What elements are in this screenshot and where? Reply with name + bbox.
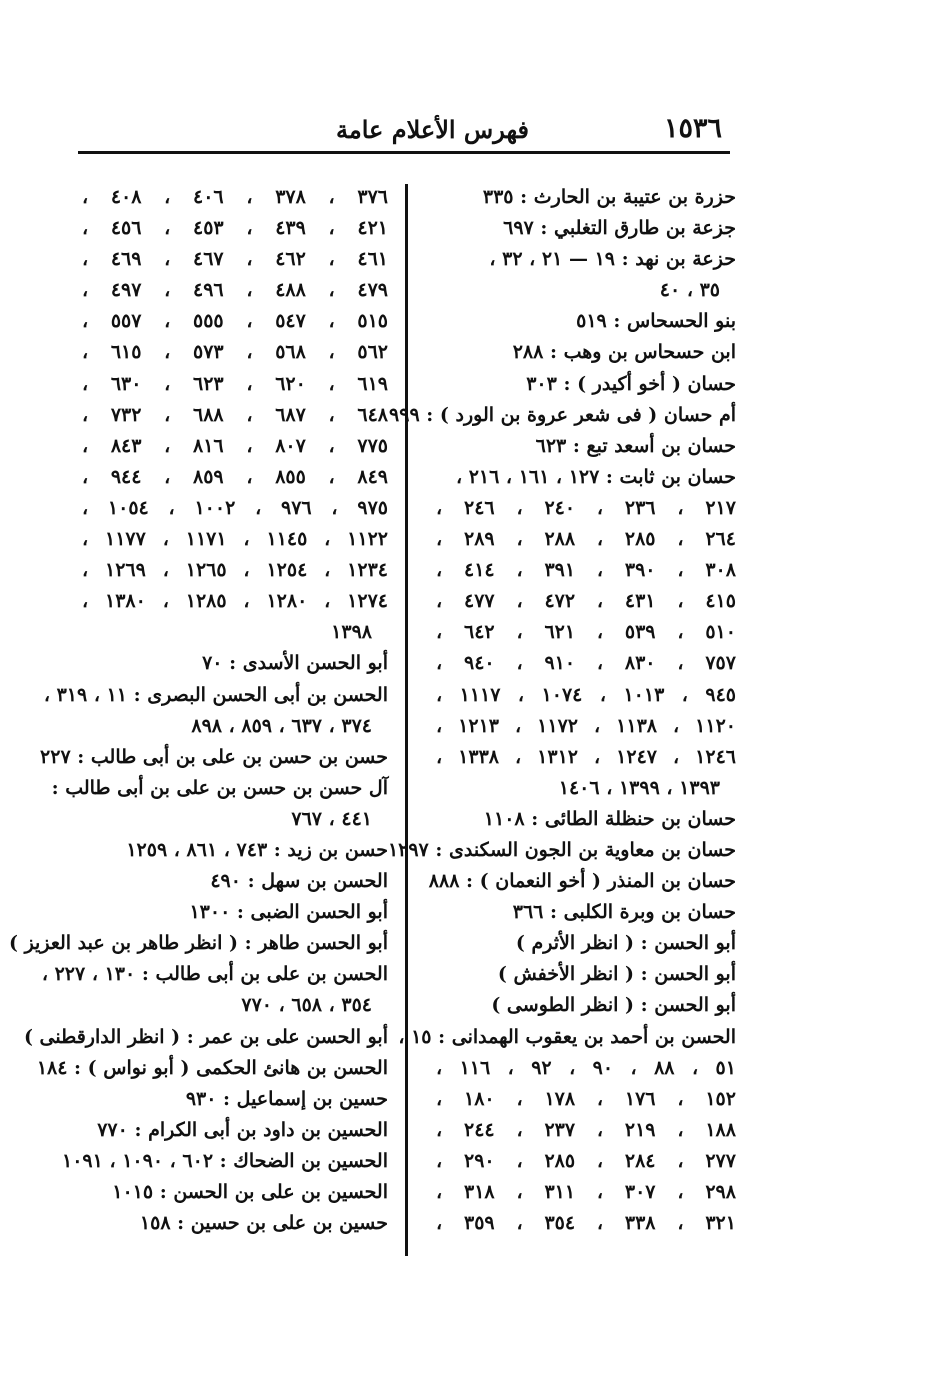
- index-continuation: ٩٤٥ ، ١٠١٣ ، ١٠٧٤ ، ١١١٧ ،: [436, 683, 736, 706]
- index-entry: حسين بن إسماعيل : ٩٣٠: [185, 1087, 388, 1110]
- index-entry: الحسين بن داود بن أبى الكرام : ٧٧٠: [97, 1118, 388, 1141]
- page-number: ١٥٣٦: [664, 113, 723, 144]
- index-entry: حسن بن حسن بن على بن أبى طالب : ٢٢٧: [40, 745, 388, 768]
- index-entry: الحسن بن على بن أبى طالب : ١٣٠ ، ٢٢٧ ،: [41, 963, 388, 986]
- index-continuation: ٦٤٨ ، ٦٨٧ ، ٦٨٨ ، ٧٣٢ ،: [82, 403, 388, 426]
- right-column: [387, 182, 736, 1239]
- index-entry: أبو الحسن طاهر : ( انظر طاهر بن عبد العزيز ): [8, 932, 388, 955]
- index-continuation: ٢٩٨ ، ٣٠٧ ، ٣١١ ، ٣١٨ ،: [436, 1181, 736, 1203]
- index-continuation: ١٨٨ ، ٢١٩ ، ٢٣٧ ، ٢٤٤ ،: [436, 1118, 736, 1141]
- index-entry: أبو الحسن الضبى : ١٣٠٠: [189, 901, 388, 924]
- index-entry: آل حسن بن حسن بن على بن أبى طالب :: [51, 776, 388, 799]
- index-entry: بنو الحسحاس : ٥١٩: [576, 310, 736, 333]
- index-continuation: ٤٦١ ، ٤٦٢ ، ٤٦٧ ، ٤٦٩ ،: [82, 248, 388, 271]
- index-continuation: ١٥٢ ، ١٧٦ ، ١٧٨ ، ١٨٠ ،: [436, 1087, 736, 1110]
- index-continuation: ٣٧٤ ، ٦٣٧ ، ٨٥٩ ، ٨٩٨: [191, 714, 372, 737]
- index-entry: حسان بن معاوية بن الجون السكندى : ١٢٩٧: [387, 838, 736, 861]
- index-entry: حسين بن على بن حسين : ١٥٨: [139, 1212, 388, 1235]
- index-entry: الحسن بن هانئ الحكمى ( أبو نواس ) : ١٨٤: [36, 1056, 388, 1079]
- index-entry: جزعة بن طارق التغلبي : ٦٩٧: [503, 217, 736, 240]
- index-continuation: ١٢٣٤ ، ١٢٥٤ ، ١٢٦٥ ، ١٢٦٩ ،: [82, 559, 388, 582]
- index-entry: أبو الحسن : ( انظر الأثرم ): [515, 932, 736, 955]
- index-continuation: ١١٢٠ ، ١١٣٨ ، ١١٧٢ ، ١٢١٣ ،: [436, 714, 736, 737]
- index-entry: أبو الحسن الأسدى : ٧٠: [202, 652, 388, 675]
- index-continuation: ٢١٧ ، ٢٣٦ ، ٢٤٠ ، ٢٤٦ ،: [436, 496, 736, 519]
- index-entry: حزرة بن عتيبة بن الحارث : ٣٣٥: [482, 186, 736, 208]
- index-entry: حسان بن حنظلة الطائى : ١١٠٨: [483, 807, 736, 830]
- index-continuation: ٤٤١ ، ٧٦٧: [291, 807, 372, 830]
- index-entry: الحسين بن على بن الحسن : ١٠١٥: [112, 1181, 388, 1203]
- index-continuation: ٢٧٧ ، ٢٨٤ ، ٢٨٥ ، ٢٩٠ ،: [436, 1149, 736, 1172]
- index-continuation: ٣٠٨ ، ٣٩٠ ، ٣٩١ ، ٤١٤ ،: [436, 559, 736, 582]
- index-entry: أبو الحسن على بن عمر : ( انظر الدارقطنى ): [23, 1025, 388, 1048]
- index-entry: أبو الحسن : ( انظر الأخفش ): [497, 963, 736, 986]
- index-continuation: ٦١٩ ، ٦٢٠ ، ٦٢٣ ، ٦٣٠ ،: [82, 372, 388, 395]
- index-entry: أبو الحسن : ( انظر الطوسى ): [491, 994, 736, 1017]
- index-continuation: ١٢٧٤ ، ١٢٨٠ ، ١٢٨٥ ، ١٣٨٠ ،: [82, 590, 388, 613]
- index-entry: حسان ( أخو أكيدر ) : ٣٠٣: [526, 372, 736, 395]
- index-entry: حسان بن أسعد تبع : ٦٢٣: [535, 434, 736, 457]
- index-entry: حسان بن وبرة الكلبى : ٣٦٦: [512, 901, 736, 924]
- index-continuation: ٣٥ ، ٤٠: [659, 279, 720, 302]
- index-continuation: ٤٧٩ ، ٤٨٨ ، ٤٩٦ ، ٤٩٧ ،: [82, 279, 388, 302]
- index-continuation: ١٣٩٣ ، ١٣٩٩ ، ١٤٠٦: [558, 776, 720, 799]
- left-column: [8, 182, 388, 1239]
- index-continuation: ٤١٥ ، ٤٣١ ، ٤٧٢ ، ٤٧٧ ،: [436, 590, 736, 613]
- index-continuation: ٧٥٧ ، ٨٣٠ ، ٩١٠ ، ٩٤٠ ،: [436, 652, 736, 675]
- index-continuation: ١١٢٢ ، ١١٤٥ ، ١١٧١ ، ١١٧٧ ،: [82, 528, 388, 551]
- index-continuation: ١٣٩٨: [331, 621, 372, 644]
- running-title: فهرس الأعلام عامة: [336, 115, 529, 144]
- index-continuation: ٣٢١ ، ٣٣٨ ، ٣٥٤ ، ٣٥٩ ،: [436, 1212, 736, 1235]
- index-continuation: ٣٥٤ ، ٦٥٨ ، ٧٧٠: [241, 994, 372, 1017]
- index-entry: الحسن بن أبى الحسن البصرى : ١١ ، ٣١٩ ،: [43, 683, 388, 706]
- index-continuation: ٥١٥ ، ٥٤٧ ، ٥٥٥ ، ٥٥٧ ،: [82, 310, 388, 333]
- index-entry: الحسن بن سهل : ٤٩٠: [210, 870, 388, 893]
- index-continuation: ٩٧٥ ، ٩٧٦ ، ١٠٠٢ ، ١٠٥٤ ،: [82, 496, 388, 519]
- index-continuation: ٨٤٩ ، ٨٥٥ ، ٨٥٩ ، ٩٤٤ ،: [82, 465, 388, 488]
- index-continuation: ١٢٤٦ ، ١٢٤٧ ، ١٣١٢ ، ١٣٣٨ ،: [436, 745, 736, 768]
- index-continuation: ٥١٠ ، ٥٣٩ ، ٦٢١ ، ٦٤٢ ،: [436, 621, 736, 644]
- index-entry: حسان بن المنذر ( أخو النعمان ) : ٨٨٨: [428, 870, 736, 893]
- index-entry: أم حسان ( فى شعر عروة بن الورد ) : ٩٩٩: [389, 403, 736, 426]
- index-entry: الحسن بن أحمد بن يعقوب الهمدانى : ١٥ ،: [398, 1025, 736, 1048]
- index-continuation: ٧٧٥ ، ٨٠٧ ، ٨١٦ ، ٨٤٣ ،: [82, 434, 388, 457]
- index-entry: حزعة بن نهد : ١٩ — ٢١ ، ٣٢ ،: [489, 248, 736, 271]
- index-entry: الحسين بن الضحاك : ٦٠٢ ، ١٠٩٠ ، ١٠٩١: [62, 1149, 388, 1172]
- index-continuation: ٣٧٦ ، ٣٧٨ ، ٤٠٦ ، ٤٠٨ ،: [82, 186, 388, 208]
- index-continuation: ٥١ ، ٨٨ ، ٩٠ ، ٩٢ ، ١١٦ ،: [436, 1056, 736, 1079]
- column-divider: [405, 184, 408, 1256]
- header-rule: [78, 151, 730, 154]
- index-entry: حسان بن ثابت : ١٢٧ ، ١٦١ ، ٢١٦ ،: [455, 465, 736, 488]
- index-continuation: ٤٢١ ، ٤٣٩ ، ٤٥٣ ، ٤٥٦ ،: [82, 217, 388, 240]
- index-entry: حسن بن زيد : ٧٤٣ ، ٨٦١ ، ١٢٥٩: [126, 838, 388, 861]
- index-continuation: ٥٦٢ ، ٥٦٨ ، ٥٧٣ ، ٦١٥ ،: [82, 341, 388, 364]
- index-continuation: ٢٦٤ ، ٢٨٥ ، ٢٨٨ ، ٢٨٩ ،: [436, 528, 736, 551]
- index-entry: ابن حسحاس بن وهب : ٢٨٨: [512, 341, 736, 364]
